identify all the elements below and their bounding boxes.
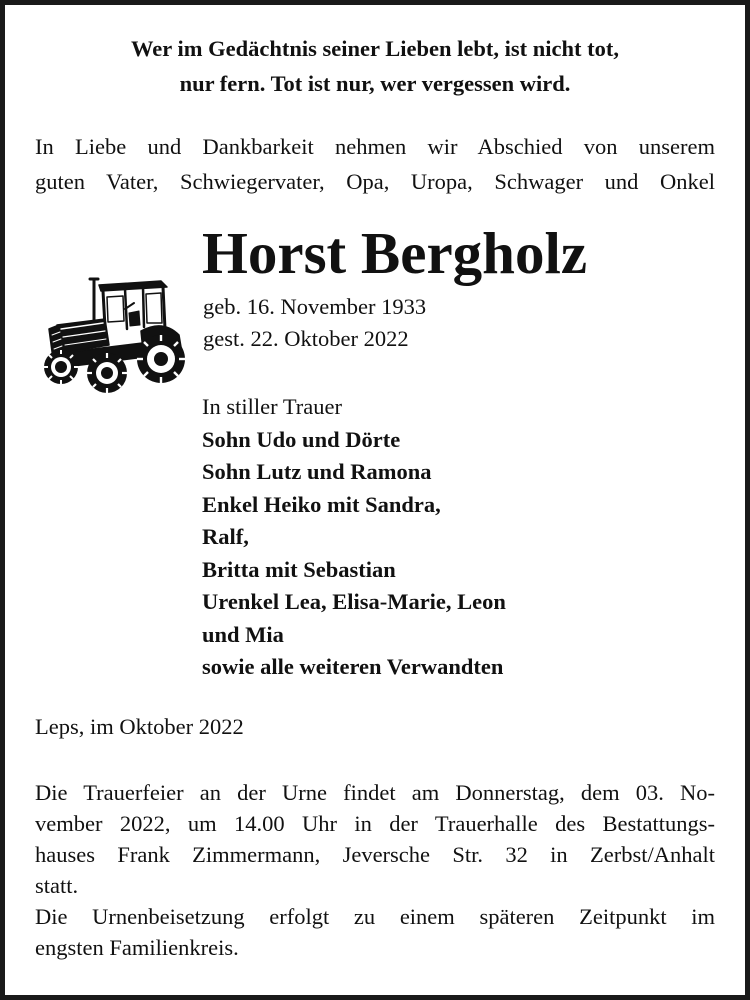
mourners-lead: In stiller Trauer	[202, 394, 342, 419]
deceased-name: Horst Bergholz	[202, 220, 588, 286]
intro-line: guten Vater, Schwiegervater, Opa, Uropa, Schwager und Onkel	[35, 169, 715, 194]
tractor-icon	[39, 275, 189, 403]
ceremony-line: statt.	[35, 873, 79, 898]
mourner-line: Britta mit Sebastian	[202, 556, 396, 582]
ceremony-line: Die Trauerfeier an der Urne findet am Donnerstag, dem 03. No-	[35, 780, 715, 805]
ceremony-info	[35, 777, 715, 963]
mourners-list	[202, 391, 506, 684]
motto	[5, 31, 745, 101]
mourner-line: Sohn Udo und Dörte	[202, 426, 401, 452]
mourner-line: und Mia	[202, 621, 284, 647]
life-dates	[203, 291, 426, 355]
birth-date: geb. 16. November 1933	[203, 294, 427, 319]
ceremony-line: vember 2022, um 14.00 Uhr in der Trauerhalle des Bestattungs-	[35, 811, 715, 836]
death-date: gest. 22. Oktober 2022	[203, 326, 409, 351]
motto-line: Wer im Gedächtnis seiner Lieben lebt, ist nicht tot,	[131, 36, 619, 61]
ceremony-line: Die Urnenbeisetzung erfolgt zu einem späteren Zeitpunkt im	[35, 904, 715, 929]
intro-line: In Liebe und Dankbarkeit nehmen wir Abschied von unserem	[35, 134, 715, 159]
motto-line: nur fern. Tot ist nur, wer vergessen wird.	[179, 71, 571, 96]
mourner-line: sowie alle weiteren Verwandten	[202, 654, 504, 679]
ceremony-line: engsten Familienkreis.	[35, 935, 239, 960]
mourner-line: Enkel Heiko mit Sandra,	[202, 491, 441, 517]
intro-text	[35, 129, 715, 199]
mourner-line: Sohn Lutz und Ramona	[202, 459, 432, 484]
ceremony-line: hauses Frank Zimmermann, Jeversche Str. 32 in Zerbst/Anhalt	[35, 842, 715, 867]
place-and-date: Leps, im Oktober 2022	[35, 714, 244, 739]
mourner-line: Urenkel Lea, Elisa-Marie, Leon	[202, 589, 506, 614]
mourner-line: Ralf,	[202, 524, 249, 549]
